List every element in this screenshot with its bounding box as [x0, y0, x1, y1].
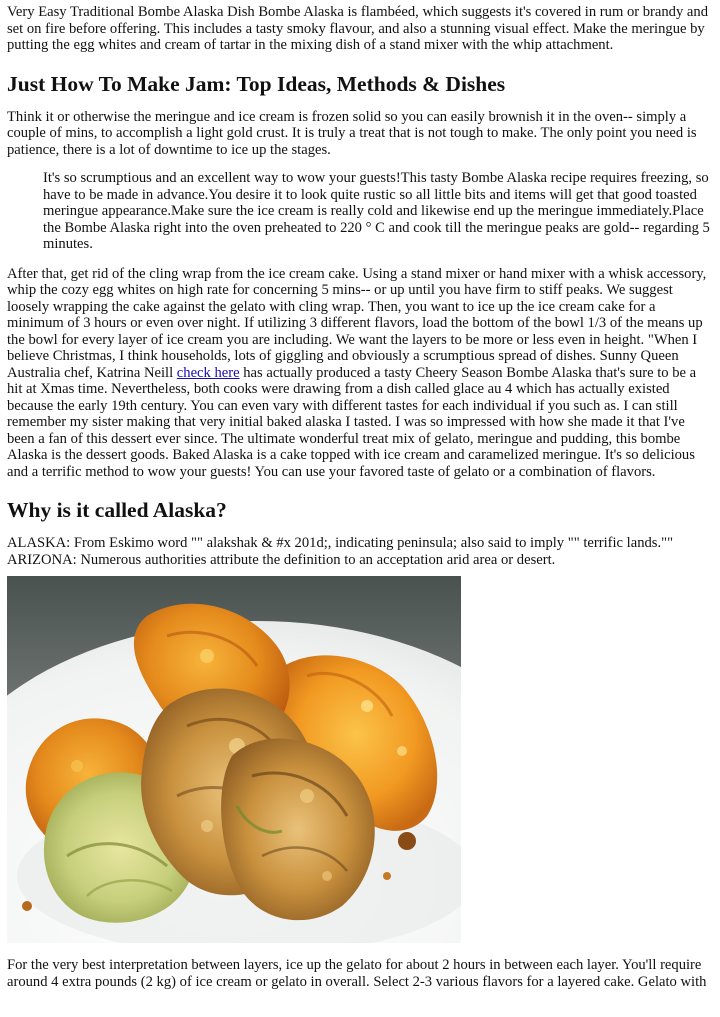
meringue-paragraph: Think it or otherwise the meringue and ice cream is frozen solid so you can easily brownish it in the oven-- simply a couple of mins, to accomplish a light gold crust. It is truly a treat that is not tough to make. The only point you need is patience, there is a lot of downtime to ice up the stages.: [7, 108, 697, 158]
alaska-definition-paragraph: [7, 535, 713, 568]
alaska-definition-line: ALASKA: From Eskimo word "" alakshak & #x 201d;, indicating peninsula; also said to imply "" terrific lands."": [7, 535, 674, 551]
recipe-blockquote: [43, 170, 713, 253]
instructions-text-end: has actually produced a tasty Cheery Season Bombe Alaska that's sure to be a hit at Xmas time. Nevertheless, both cooks were drawing from a dish called glace au 4 which has actually existed because the early 19th century. You can even vary with different tastes for each individual if you such as. I can still remember my sister making that very initial baked alaska I tasted. I was so impressed with how she made it that I've been a fan of this dessert ever since. The ultimate wonderful treat mix of gelato, meringue and pudding, this bombe Alaska is the dessert goods. Baked Alaska is a cake topped with ice cream and caramelized meringue. It's so delicious and a terrific method to wow your guests! You can use your favored taste of gelato or a combination of flavors.: [7, 364, 697, 480]
fried-squash-blossoms-photo: [7, 576, 461, 943]
intro-paragraph: Very Easy Traditional Bombe Alaska Dish Bombe Alaska is flambéed, which suggests it's covered in rum or brandy and set on fire before offering. This includes a tasty smoky flavour, and also a stunning visual effect. Make the meringue by putting the egg whites and cream of tartar in the mixing dish of a stand mixer with the whip attachment.: [7, 4, 708, 53]
heading-make-jam: Just How To Make Jam: Top Ideas, Methods & Dishes: [7, 71, 506, 96]
arizona-definition-line: ARIZONA: Numerous authorities attribute the definition to an acceptation arid area or desert.: [7, 551, 556, 568]
blockquote-text: It's so scrumptious and an excellent way to wow your guests!This tasty Bombe Alaska recipe requires freezing, so have to be made in advance.You desire it to look quite rustic so all little bits and items will get that good toasted meringue appearance.Make sure the ice cream is really cold and likewise end up the meringue immediately.Place the Bombe Alaska right into the oven preheated to 220 ° C and cook till the meringue peaks are gold-- regarding 5 minutes.: [43, 170, 710, 252]
instructions-paragraph: [7, 266, 713, 481]
check-here-link[interactable]: check here: [176, 364, 240, 381]
heading-why-alaska: Why is it called Alaska?: [7, 498, 227, 522]
instructions-text-start: After that, get rid of the cling wrap from the ice cream cake. Using a stand mixer or hand mixer with a whisk accessory, whip the cozy egg whites on high rate for concerning 5 mins-- or up until you have firm to stiff peaks. We suggest loosely wrapping the cake against the gelato with cling wrap. Then, you want to ice up the ice cream cake for a minimum of 3 hours or even over night. If utilizing 3 different flavors, load the bottom of the bowl 1/3 of the means up the bowl for every layer of ice cream you are including. We want the layers to be more or less even in height. "When I believe Christmas, I think households, lots of giggling and obviously a scrumptious spread of dishes. Sunny Queen Australia chef, Katrina Neill: [7, 265, 707, 381]
final-paragraph: For the very best interpretation between layers, ice up the gelato for about 2 hours in between each layer. You'll require around 4 extra pounds (2 kg) of ice cream or gelato in overall. Select 2-3 various flavors for a layered cake. Gelato with: [7, 957, 707, 990]
